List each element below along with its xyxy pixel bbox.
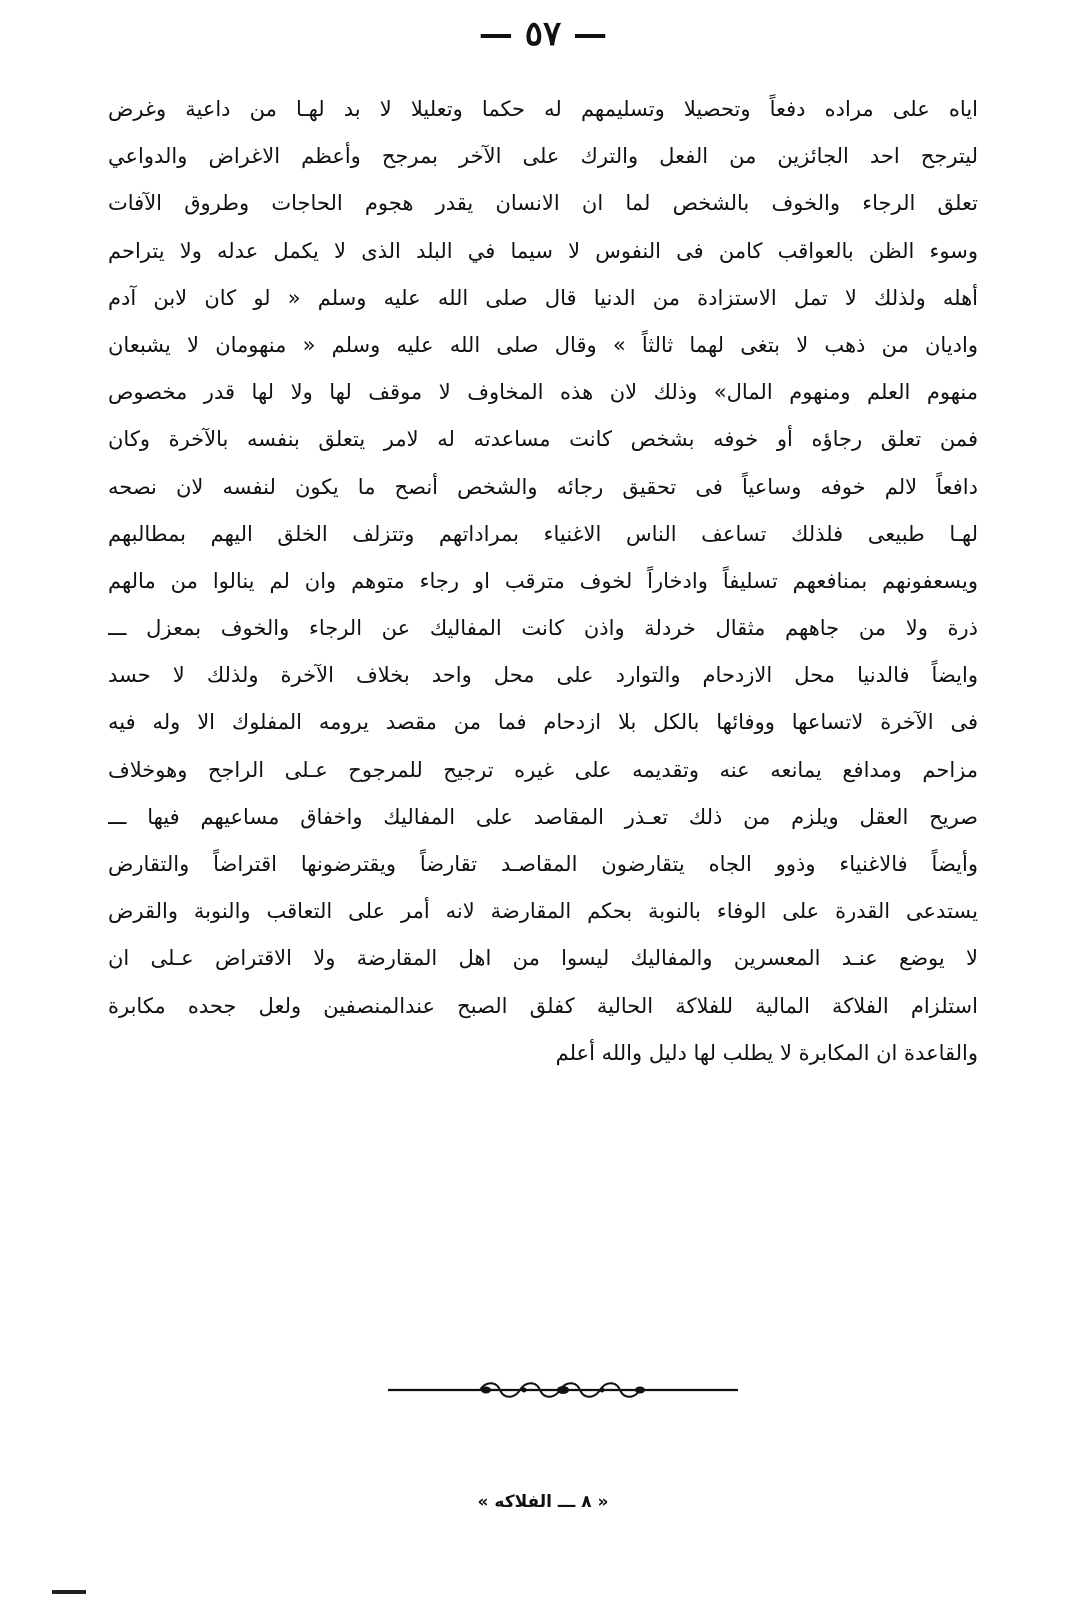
text-line: وأيضاً فالاغنياء وذوو الجاه يتقارضون المقاصـد تقارضاً ويقترضونها اقتراضاً والتقارض: [108, 852, 978, 876]
text-line: استلزام الفلاكة المالية للفلاكة الحالية كفلق الصبح عندالمنصفين ولعل جحده مكابرة: [108, 993, 978, 1018]
text-line: ويسعفونهم بمنافعهم تسليفاً وادخاراً لخوف مترقب او رجاء متوهم وان لم ينالوا من مالهم: [108, 568, 978, 593]
text-line: وسوء الظن بالعواقب كامن فى النفوس لا سيما في البلد الذى لا يكمل عدله ولا يتراحم: [108, 238, 978, 263]
body-text: [108, 86, 978, 1077]
text-line: ذرة ولا من جاههم مثقال خردلة واذن كانت المفاليك عن الرجاء والخوف بمعزل ـــ: [108, 616, 978, 641]
text-line: صريح العقل ويلزم من ذلك تعـذر المقاصد على المفاليك واخفاق مساعيهم فيها ـــ: [108, 804, 978, 829]
page-number: — ٥٧ —: [478, 14, 608, 54]
text-line: لهـا طبيعى فلذلك تساعف الناس الاغنياء بمراداتهم وتتزلف الخلق اليهم بمطالبهم: [108, 521, 978, 546]
text-line: فمن تعلق رجاؤه أو خوفه بشخص كانت مساعدته له لامر يتعلق بنفسه بالآخرة وكان: [108, 427, 978, 452]
text-line: لا يوضع عنـد المعسرين والمفاليك ليسوا من اهل المقارضة ولا الاقتراض عـلى ان: [108, 946, 978, 971]
text-line: واديان من ذهب لا بتغى لهما ثالثاً » وقال صلى الله عليه وسلم « منهومان لا يشبعان: [108, 332, 978, 357]
scan-mark: [52, 1590, 86, 1594]
ornamental-divider: [388, 1378, 738, 1402]
text-line: وايضاً فالدنيا محل الازدحام والتوارد على محل واحد بخلاف الآخرة ولذلك لا حسد: [108, 663, 978, 688]
text-line: منهوم العلم ومنهوم المال» وذلك لان هذه المخاوف لا موقف لها ولا لها قدر مخصوص: [108, 380, 978, 405]
text-line: فى الآخرة لاتساعها ووفائها بالكل بلا ازدحام فما من مقصد يرومه المفلوك الا وله فيه: [108, 710, 978, 735]
text-line: أهله ولذلك لا تمل الاستزادة من الدنيا قال صلى الله عليه وسلم « لو كان لابن آدم: [108, 285, 978, 310]
text-line: اياه على مراده دفعاً وتحصيلا وتسليمهم له حكما وتعليلا لا بد لهـا من داعية وغرض: [108, 97, 978, 121]
text-line: تعلق الرجاء والخوف بالشخص لما ان الانسان يقدر هجوم الحاجات وطروق الآفات: [108, 191, 978, 216]
text-line: دافعاً لالم خوفه وساعياً فى تحقيق رجائه والشخص أنصح ما يكون لنفسه لان نصحه: [108, 474, 978, 499]
text-line: يستدعى القدرة على الوفاء بالنوبة بحكم المقارضة لانه أمر على التعاقب والنوبة والقرض: [108, 899, 978, 924]
signature-footer: « ٨ ـــ الفلاكه »: [477, 1492, 609, 1512]
text-line: ليترجح احد الجائزين من الفعل والترك على الآخر بمرجح وأعظم الاغراض والدواعي: [108, 144, 978, 169]
text-line: مزاحم ومدافع يمانعه عنه وتقديمه على غيره ترجيح للمرجوح عـلى الراجح وهوخلاف: [108, 757, 978, 782]
text-line: والقاعدة ان المكابرة لا يطلب لها دليل والله أعلم: [555, 1040, 978, 1065]
